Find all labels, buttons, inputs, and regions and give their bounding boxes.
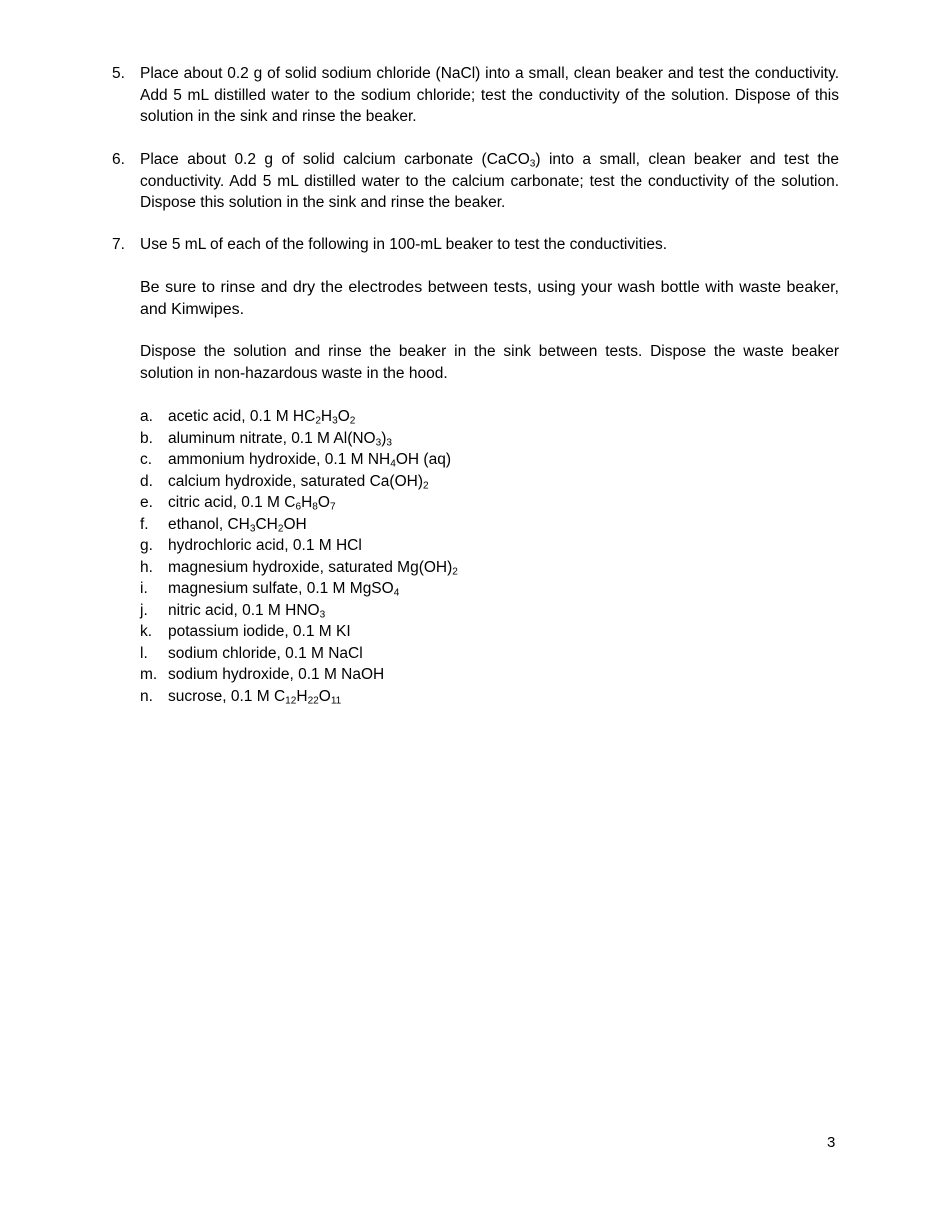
subscript: 3 [529, 158, 536, 170]
list-item [140, 492, 640, 514]
subscript: 2 [452, 566, 458, 578]
step-number: 5. [112, 65, 125, 82]
list-item-letter: d. [140, 472, 153, 490]
rinse-note: Be sure to rinse and dry the electrodes between tests, using your wash bottle with waste beaker, and Kimwipes. [140, 279, 839, 318]
subscript: 4 [393, 587, 400, 599]
list-item-text: calcium hydroxide, saturated $Ca(OH)_2$ [168, 472, 429, 492]
list-item [140, 557, 640, 579]
solution-list [140, 406, 640, 707]
list-item-text: nitric acid, 0.1 M $HNO_3$ [168, 601, 326, 621]
list-item-letter: a. [140, 408, 153, 425]
step-text: Place about 0.2 g of solid sodium chloride (NaCl) into a small, clean beaker and test the conductivity. Add 5 mL distilled water to the sodium chloride; test the conductivity of the solution. Dispose of this solution in the sink and rinse the beaker. [140, 65, 839, 125]
list-item-text: magnesium sulfate, 0.1 M MgSO$_4$ [168, 580, 400, 599]
subscript: 3 [249, 523, 256, 535]
subscript: 6 [295, 501, 302, 513]
list-item-text: acetic acid, 0.1 M $HC_2H_3O_2$ [168, 408, 356, 427]
list-item [140, 514, 640, 536]
list-item-text: sucrose, 0.1 M $C_{12}H_{22}O_{11}$ [168, 687, 342, 707]
subscript: 22 [307, 695, 319, 707]
list-item-text: ethanol, $CH_3CH_2OH$ [168, 515, 307, 535]
list-item-text: ammonium hydroxide, 0.1 M $NH_4OH$ (aq) [168, 451, 451, 470]
step-number: 6. [112, 151, 125, 168]
list-item-letter: c. [140, 451, 153, 468]
step-text: Use 5 mL of each of the following in 100-mL beaker to test the conductivities. [140, 236, 667, 253]
step-6 [112, 149, 839, 214]
step-number: 7. [112, 236, 125, 253]
list-item-letter: m. [140, 666, 158, 683]
list-item-text: magnesium hydroxide, saturated $Mg(OH)_2$ [168, 558, 458, 578]
page-number: 3 [827, 1134, 836, 1151]
list-item [140, 686, 640, 708]
list-item-letter: b. [140, 429, 153, 447]
list-item-text: sodium chloride, 0.1 M NaCl [168, 644, 363, 662]
subscript: 2 [277, 523, 284, 535]
list-item-letter: g. [140, 537, 153, 554]
list-item [140, 449, 640, 471]
subscript: 7 [329, 501, 336, 513]
list-item [140, 428, 640, 450]
list-item [140, 471, 640, 493]
subscript: 8 [312, 501, 318, 513]
list-item-text: hydrochloric acid, 0.1 M HCl [168, 537, 362, 554]
subscript: 2 [315, 415, 321, 427]
list-item-letter: e. [140, 494, 153, 511]
subscript: 11 [330, 695, 342, 707]
dispose-note: Dispose the solution and rinse the beaker in the sink between tests. Dispose the waste beaker solution in non-hazardous waste in the hood. [140, 343, 839, 382]
list-item-letter: l. [140, 644, 148, 662]
list-item [140, 664, 640, 686]
list-item-text: potassium iodide, 0.1 M KI [168, 623, 351, 640]
subscript: 3 [332, 415, 338, 427]
subscript: 2 [423, 480, 429, 492]
list-item-text: citric acid, 0.1 M $C_6H_8O_7$ [168, 494, 336, 513]
list-item-letter: j. [140, 601, 148, 619]
subscript: 12 [285, 695, 297, 707]
list-item [140, 600, 640, 622]
list-item [140, 643, 640, 665]
list-item-letter: k. [140, 623, 153, 640]
list-item-text: aluminum nitrate, 0.1 M $Al(NO_3)_3$ [168, 429, 392, 449]
list-item-letter: h. [140, 558, 153, 576]
subscript: 3 [375, 437, 382, 449]
list-item [140, 406, 640, 428]
list-item-letter: f. [140, 515, 149, 533]
list-item-text: sodium hydroxide, 0.1 M NaOH [168, 666, 385, 683]
step-text: Place about 0.2 g of solid calcium carbonate (CaCO$_3$) into a small, clean beaker and test the conductivity. Add 5 mL distilled water to the calcium carbonate; test the conductivity of the solution. Dispose this solution in the sink and rinse the beaker. [140, 151, 839, 211]
step-7 [112, 234, 839, 256]
subscript: 4 [390, 458, 396, 470]
subscript: 2 [349, 415, 356, 427]
list-item [140, 578, 640, 600]
list-item [140, 621, 640, 643]
subscript: 3 [386, 437, 392, 449]
step-5 [112, 63, 839, 128]
list-item-letter: n. [140, 687, 153, 705]
subscript: 3 [319, 609, 326, 621]
list-item-letter: i. [140, 580, 148, 597]
list-item [140, 535, 640, 557]
